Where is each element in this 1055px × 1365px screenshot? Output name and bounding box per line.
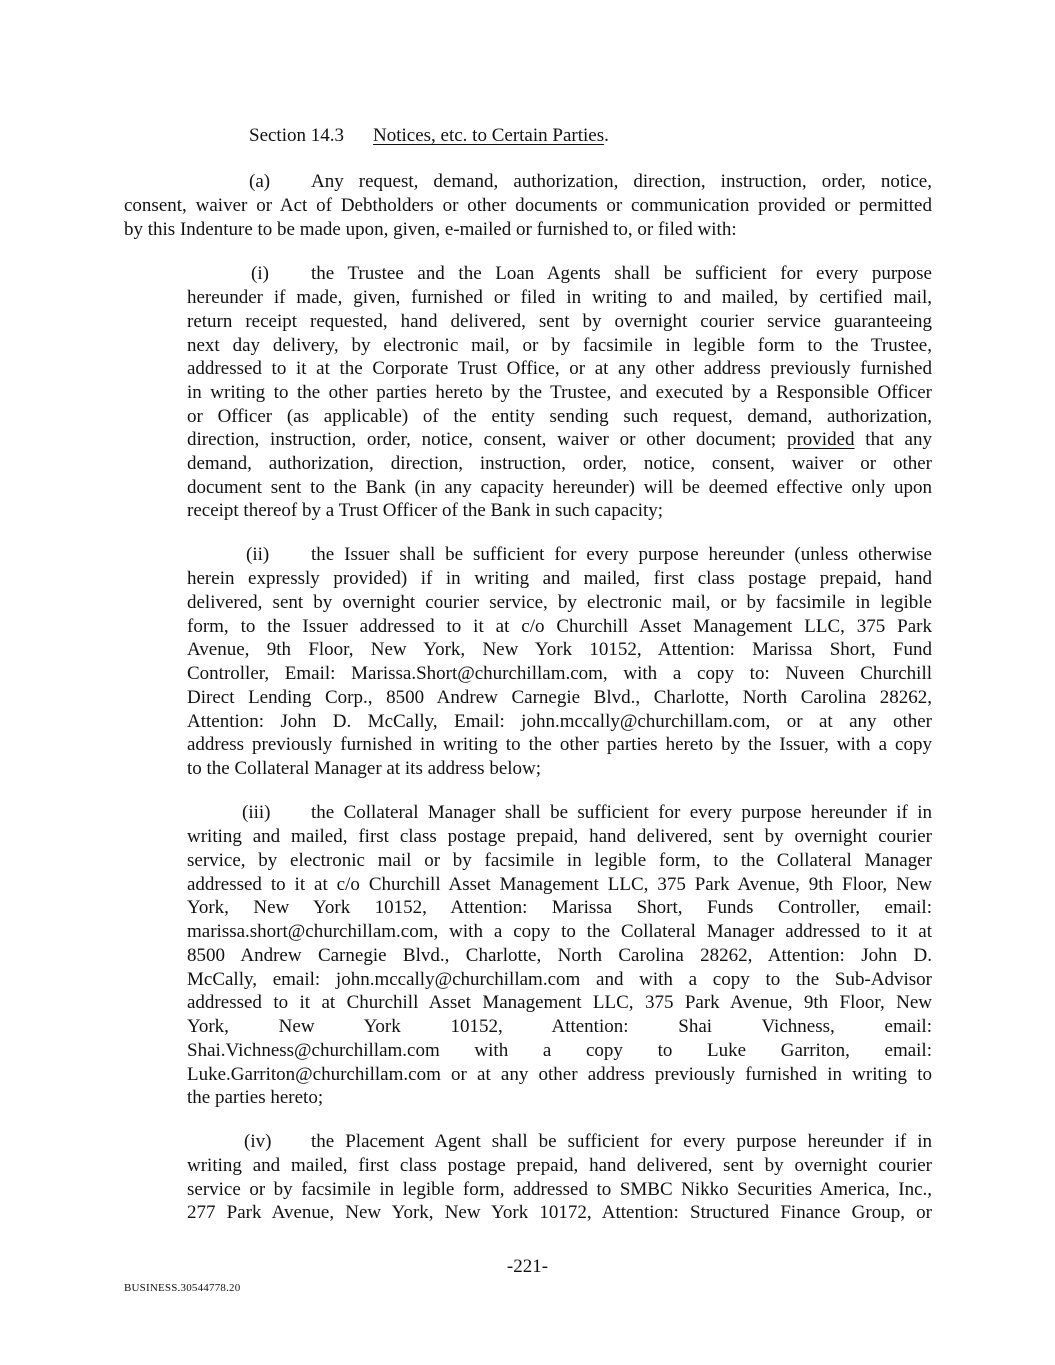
clause-line: Direct Lending Corp., 8500 Andrew Carnegie Blvd., Charlotte, North Carolina 28262, xyxy=(187,687,932,708)
document-id: BUSINESS.30544778.20 xyxy=(124,1282,241,1294)
clause-line: Luke.Garriton@churchillam.com or at any other address previously furnished in writing to xyxy=(187,1064,932,1085)
clause-line-text: direction, instruction, order, notice, consent, waiver or other document; xyxy=(187,429,777,450)
clause-line: receipt thereof by a Trust Officer of the Bank in such capacity; xyxy=(187,500,664,521)
clause-line: the Issuer shall be sufficient for every purpose hereunder (unless otherwise xyxy=(311,544,932,565)
clause-line: the Collateral Manager shall be sufficient for every purpose hereunder if in xyxy=(311,802,932,823)
clause-line: addressed to it at Churchill Asset Management LLC, 375 Park Avenue, 9th Floor, New xyxy=(187,992,932,1013)
clause-line: service, by electronic mail or by facsimile in legible form, to the Collateral Manager xyxy=(187,850,932,871)
page-number: -221- xyxy=(506,1256,549,1277)
clause-line: 277 Park Avenue, New York, New York 10172, Attention: Structured Finance Group, or xyxy=(187,1202,932,1223)
section-heading xyxy=(249,124,609,148)
clause-line: the parties hereto; xyxy=(187,1087,324,1108)
clause-line: Shai.Vichness@churchillam.com with a copy to Luke Garriton, email: xyxy=(187,1040,932,1061)
clause-line-tail: that any xyxy=(865,429,932,450)
section-number: Section 14.3 xyxy=(249,125,344,146)
clause-line: to the Collateral Manager at its address below; xyxy=(187,758,542,779)
clause-line: document sent to the Bank (in any capacity hereunder) will be deemed effective only upon xyxy=(187,477,932,498)
paragraph-line: Any request, demand, authorization, direction, instruction, order, notice, xyxy=(311,171,932,192)
clause-line: Controller, Email: Marissa.Short@churchillam.com, with a copy to: Nuveen Churchill xyxy=(187,663,932,684)
clause-label: (iii) xyxy=(242,802,271,823)
clause-line: form, to the Issuer addressed to it at c/o Churchill Asset Management LLC, 375 Park xyxy=(187,616,932,637)
clause-line: hereunder if made, given, furnished or filed in writing to and mailed, by certified mail, xyxy=(187,287,932,308)
clause-line: Avenue, 9th Floor, New York, New York 10152, Attention: Marissa Short, Fund xyxy=(187,639,932,660)
paragraph-line: by this Indenture to be made upon, given, e-mailed or furnished to, or filed with: xyxy=(124,219,737,240)
clause-line: York, New York 10152, Attention: Shai Vichness, email: xyxy=(187,1016,932,1037)
clause-line: the Placement Agent shall be sufficient for every purpose hereunder if in xyxy=(311,1131,932,1152)
clause-line: service or by facsimile in legible form, addressed to SMBC Nikko Securities America, Inc., xyxy=(187,1179,932,1200)
clause-line: the Trustee and the Loan Agents shall be sufficient for every purpose xyxy=(311,263,932,284)
clause-line: addressed to it at the Corporate Trust Office, or at any other address previously furnished xyxy=(187,358,932,379)
clause-line: delivered, sent by overnight courier service, by electronic mail, or by facsimile in legible xyxy=(187,592,932,613)
provided-term: provided xyxy=(786,429,855,450)
clause-line: demand, authorization, direction, instruction, order, notice, consent, waiver or other xyxy=(187,453,932,474)
clause-line: York, New York 10152, Attention: Marissa Short, Funds Controller, email: xyxy=(187,897,932,918)
clause-line: or Officer (as applicable) of the entity sending such request, demand, authorization, xyxy=(187,406,932,427)
clause-label: (ii) xyxy=(246,544,270,565)
clause-line: return receipt requested, hand delivered, sent by overnight courier service guaranteeing xyxy=(187,311,932,332)
clause-line: marissa.short@churchillam.com, with a copy to the Collateral Manager addressed to it at xyxy=(187,921,932,942)
clause-line: McCally, email: john.mccally@churchillam.com and with a copy to the Sub-Advisor xyxy=(187,969,932,990)
clause-line-provided xyxy=(187,428,932,452)
clause-label: (iv) xyxy=(244,1131,272,1152)
clause-line: addressed to it at c/o Churchill Asset Management LLC, 375 Park Avenue, 9th Floor, New xyxy=(187,874,932,895)
clause-line: in writing to the other parties hereto by the Trustee, and executed by a Responsible Officer xyxy=(187,382,932,403)
clause-line: address previously furnished in writing to the other parties hereto by the Issuer, with a copy xyxy=(187,734,932,755)
section-title: Notices, etc. to Certain Parties xyxy=(373,125,605,146)
section-title-period: . xyxy=(604,125,609,146)
clause-label: (i) xyxy=(251,263,269,284)
paragraph-label: (a) xyxy=(249,171,271,192)
clause-line: writing and mailed, first class postage prepaid, hand delivered, sent by overnight courier xyxy=(187,826,932,847)
paragraph-line: consent, waiver or Act of Debtholders or other documents or communication provided or permitted xyxy=(124,195,932,216)
clause-line: Attention: John D. McCally, Email: john.mccally@churchillam.com, or at any other xyxy=(187,711,932,732)
clause-line: 8500 Andrew Carnegie Blvd., Charlotte, North Carolina 28262, Attention: John D. xyxy=(187,945,932,966)
clause-line: writing and mailed, first class postage prepaid, hand delivered, sent by overnight courier xyxy=(187,1155,932,1176)
clause-line: next day delivery, by electronic mail, or by facsimile in legible form to the Trustee, xyxy=(187,335,932,356)
clause-line: herein expressly provided) if in writing and mailed, first class postage prepaid, hand xyxy=(187,568,932,589)
